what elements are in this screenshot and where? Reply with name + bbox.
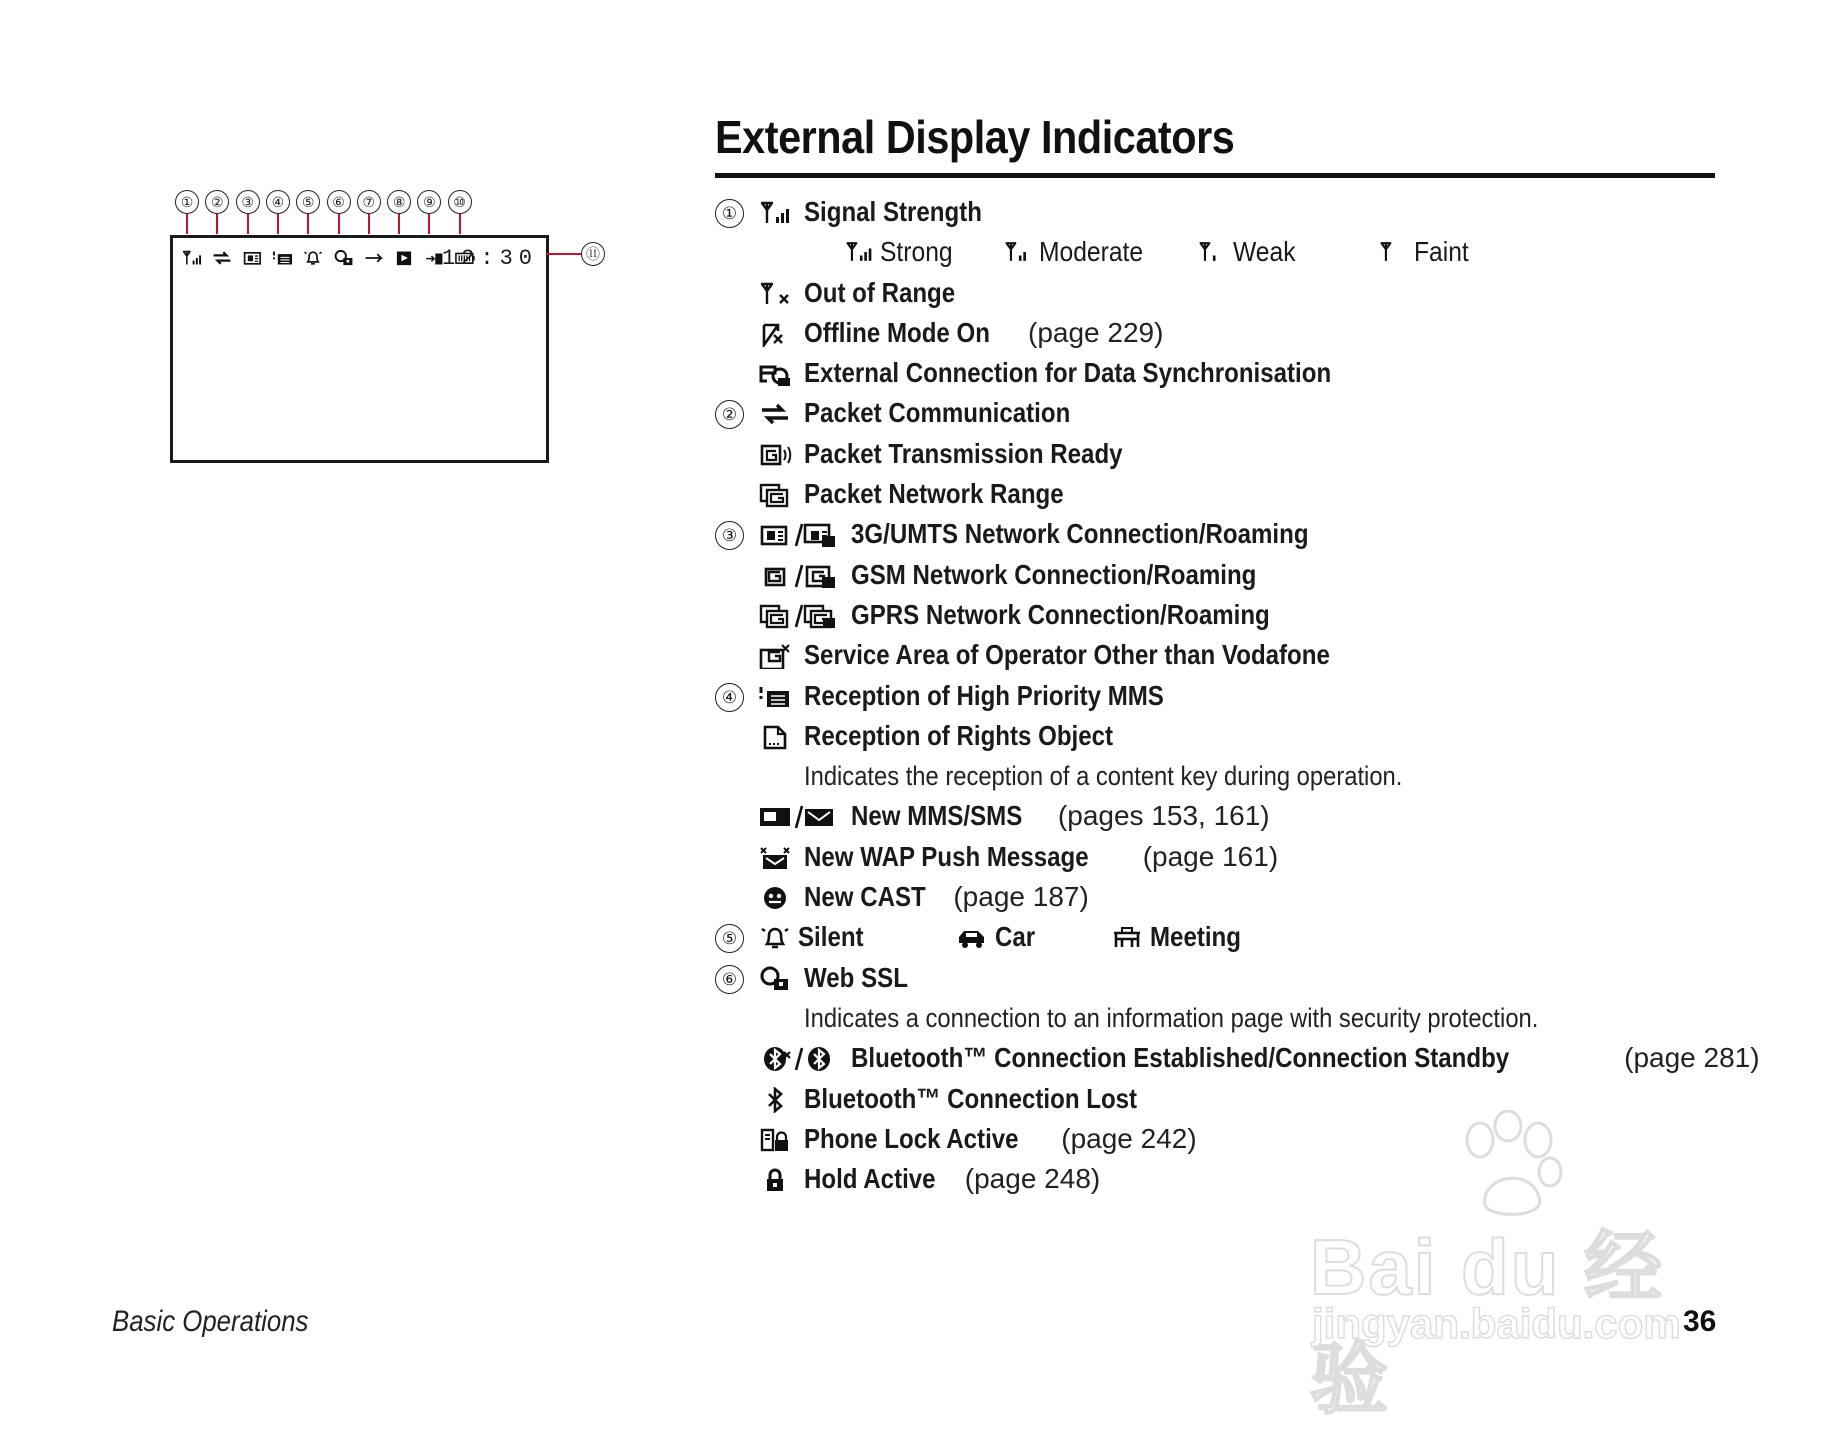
callout-3: ③: [236, 190, 260, 214]
page-reference: (page 248): [957, 1163, 1101, 1195]
footer-section: Basic Operations: [112, 1305, 309, 1338]
indicator-list: [715, 192, 1775, 1199]
indicator-text: [804, 192, 1011, 232]
page-reference: (page 242): [1053, 1122, 1197, 1154]
indicator-description: [715, 756, 1775, 796]
indicator-label: Packet Transmission Ready: [804, 437, 1123, 469]
gprs-network-icon: [758, 603, 838, 629]
gsm-network-icon: [758, 563, 838, 589]
packet-communication-icon: [758, 401, 792, 427]
indicator-text: [804, 1119, 1197, 1159]
signal-strength-levels: [715, 232, 1775, 272]
hold-active-icon: [758, 1167, 792, 1193]
indicator-row: [715, 676, 1775, 716]
external-connection-icon: [758, 361, 792, 387]
signal-level-label: Moderate: [1039, 236, 1144, 268]
description-text: Indicates the reception of a content key during operation.: [804, 761, 1403, 792]
indicator-label: Service Area of Operator Other than Vodafone: [804, 639, 1330, 671]
car-icon: [955, 921, 995, 952]
callout-leader-line: [186, 214, 188, 234]
indicator-row: [715, 192, 1775, 232]
signal-strength-icon: [758, 200, 792, 226]
signal-level-faint: [1378, 232, 1476, 272]
other-operator-icon: [758, 643, 792, 669]
external-display-diagram: [165, 190, 605, 480]
web-ssl-icon: [758, 966, 792, 992]
indicator-row: [715, 716, 1775, 756]
callout-leader-line: [368, 214, 370, 234]
callout-leader-line: [216, 214, 218, 234]
indicator-text: [851, 555, 1322, 595]
indicator-text: [804, 716, 1163, 756]
bluetooth-lost-icon: [758, 1087, 792, 1113]
network-icon: [242, 248, 264, 268]
page-title: External Display Indicators: [715, 111, 1235, 163]
bluetooth-established-icon: [758, 1046, 838, 1072]
indicator-row: [715, 393, 1775, 433]
indicator-row: [715, 958, 1775, 998]
indicator-text: [804, 676, 1222, 716]
indicator-label: Offline Mode On: [804, 316, 990, 348]
indicator-row: [715, 877, 1775, 917]
indicator-row: [715, 353, 1775, 393]
play-icon: [393, 248, 415, 268]
packet-ready-icon: [758, 442, 792, 468]
indicator-row: [715, 1038, 1775, 1078]
indicator-label: New MMS/SMS: [851, 800, 1023, 832]
callout-2: ②: [205, 190, 229, 214]
phone-lock-icon: [758, 1127, 792, 1153]
indicator-label: Hold Active: [804, 1163, 936, 1195]
indicator-label: External Connection for Data Synchronisation: [804, 357, 1332, 389]
indicator-text: [851, 595, 1338, 635]
indicator-description: [715, 998, 1775, 1038]
indicator-row: [715, 313, 1775, 353]
ssl-icon: [333, 248, 355, 268]
indicator-text: [804, 877, 1089, 917]
section-marker: ③: [715, 521, 744, 550]
clock-leader-line: [546, 253, 581, 255]
page-number: 36: [1683, 1305, 1717, 1338]
indicator-row: [715, 635, 1775, 675]
callout-4: ④: [266, 190, 290, 214]
callout-6: ⑥: [327, 190, 351, 214]
section-marker: ①: [715, 199, 744, 228]
wap-push-icon: [758, 845, 792, 871]
callout-leader-line: [277, 214, 279, 234]
display-screen: [170, 235, 549, 463]
high-priority-mms-icon: [758, 684, 792, 710]
watermark: [1300, 1110, 1740, 1423]
callout-leader-line: [398, 214, 400, 234]
indicator-text: [804, 313, 1163, 353]
indicator-label: GPRS Network Connection/Roaming: [851, 598, 1270, 630]
indicator-text: [804, 474, 1106, 514]
silent-icon: [302, 248, 324, 268]
section-marker: ⑥: [715, 965, 744, 994]
cast-icon: [758, 885, 792, 911]
indicator-label: Out of Range: [804, 276, 956, 308]
indicator-label: Reception of Rights Object: [804, 719, 1114, 751]
section-marker: ④: [715, 683, 744, 712]
indicator-text: [804, 273, 980, 313]
signal-level-moderate: [1003, 232, 1157, 272]
indicator-text: [804, 635, 1415, 675]
indicator-text: [851, 514, 1383, 554]
callout-5: ⑤: [296, 190, 320, 214]
new-mms-sms-icon: [758, 804, 838, 830]
indicator-text: [804, 958, 925, 998]
page-reference: (page 187): [945, 881, 1089, 913]
rights-object-icon: [758, 724, 792, 750]
section-marker: ②: [715, 400, 744, 429]
arrow-icon: [363, 248, 385, 268]
page-reference: (page 161): [1134, 840, 1279, 872]
mode-label: Car: [995, 921, 1036, 953]
page-reference: (page 281): [1616, 1042, 1760, 1074]
indicator-label: New CAST: [804, 881, 926, 913]
indicator-label: Bluetooth™ Connection Lost: [804, 1082, 1138, 1114]
indicator-row: [715, 595, 1775, 635]
description-text: Indicates a connection to an information page with security protection.: [804, 1002, 1539, 1033]
indicator-label: New WAP Push Message: [804, 840, 1089, 872]
callout-10: ⑩: [448, 190, 472, 214]
indicator-text: [804, 393, 1114, 433]
clock: 12:30: [441, 246, 538, 271]
signal-level-label: Faint: [1414, 236, 1469, 268]
packet-icon: [211, 248, 233, 268]
indicator-label: Packet Network Range: [804, 478, 1064, 510]
3g-network-icon: [758, 522, 838, 548]
indicator-text: [804, 353, 1417, 393]
indicator-text: [804, 1079, 1191, 1119]
manner-modes-row: [715, 917, 1775, 957]
section-marker: ⑤: [715, 924, 744, 953]
indicator-label: GSM Network Connection/Roaming: [851, 558, 1257, 590]
indicator-text: [804, 1159, 1100, 1199]
callout-leader-line: [428, 214, 430, 234]
indicator-label: Packet Communication: [804, 397, 1071, 429]
indicator-text: [851, 796, 1270, 836]
watermark-line1: Bai du 经验: [1310, 1223, 1665, 1423]
mode-car: [955, 917, 1042, 957]
callout-leader-line: [338, 214, 340, 234]
indicator-text: [851, 1038, 1760, 1078]
mode-meeting: [1110, 917, 1256, 957]
indicator-text: [804, 434, 1174, 474]
mms-icon: [272, 248, 294, 268]
indicator-row: [715, 514, 1775, 554]
indicator-row: [715, 796, 1775, 836]
mode-silent: [758, 917, 874, 957]
silent-icon: [758, 921, 798, 952]
callout-leader-line: [307, 214, 309, 234]
signal-level-weak: [1197, 232, 1304, 272]
indicator-label: Phone Lock Active: [804, 1122, 1019, 1154]
meeting-icon: [1110, 921, 1150, 952]
indicator-row: [715, 474, 1775, 514]
title-rule: [715, 173, 1715, 178]
indicator-label: Bluetooth™ Connection Established/Connection Standby: [851, 1042, 1510, 1074]
callout-8: ⑧: [387, 190, 411, 214]
mode-label: Silent: [798, 921, 864, 953]
watermark-line2: jingyan.baidu.com: [1312, 1300, 1681, 1347]
paw-logo-icon: [1450, 1110, 1570, 1220]
offline-mode-icon: [758, 321, 792, 347]
page-reference: (pages 153, 161): [1050, 800, 1270, 832]
callout-9: ⑨: [417, 190, 441, 214]
indicator-row: [715, 434, 1775, 474]
packet-range-icon: [758, 482, 792, 508]
indicator-row: [715, 555, 1775, 595]
indicator-row: [715, 273, 1775, 313]
callout-1: ①: [175, 190, 199, 214]
indicator-text: [804, 837, 1278, 877]
indicator-row: [715, 837, 1775, 877]
signal-icon: [181, 248, 203, 268]
indicator-label: Reception of High Priority MMS: [804, 679, 1164, 711]
mode-label: Meeting: [1150, 921, 1241, 953]
page-reference: (page 229): [1020, 316, 1164, 348]
indicator-label: Web SSL: [804, 961, 908, 993]
clock-callout: ⑪: [581, 242, 605, 266]
out-of-range-icon: [758, 281, 792, 307]
signal-level-label: Strong: [880, 236, 953, 268]
callout-7: ⑦: [357, 190, 381, 214]
callout-leader-line: [459, 214, 461, 234]
indicator-label: Signal Strength: [804, 196, 982, 227]
signal-level-strong: [844, 232, 963, 272]
callout-leader-line: [247, 214, 249, 234]
indicator-label: 3G/UMTS Network Connection/Roaming: [851, 518, 1309, 550]
signal-level-label: Weak: [1233, 236, 1296, 268]
